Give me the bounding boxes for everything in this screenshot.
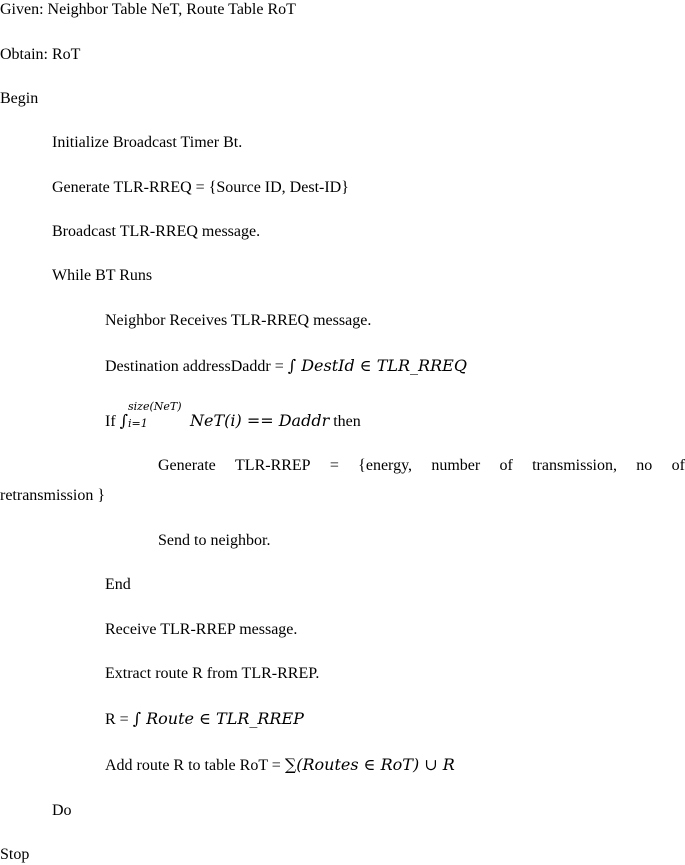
route-label: R = — [105, 711, 133, 728]
if-formula: NeT(i) == Daddr — [190, 411, 330, 430]
add-route-formula: ∑(Routes ∈ RoT) ∪ R — [284, 755, 455, 774]
rrep-word: {energy, — [358, 457, 413, 474]
rrep-word: of — [671, 457, 685, 474]
rrep-word: of — [499, 457, 513, 474]
if-integral: ∫ — [119, 411, 128, 430]
obtain-line: Obtain: RoT — [0, 46, 81, 63]
destination-label: Destination addressDaddr = — [105, 358, 288, 375]
generate-rrep-continuation: retransmission } — [0, 487, 105, 504]
given-line: Given: Neighbor Table NeT, Route Table RoT — [0, 1, 296, 18]
begin-line: Begin — [0, 90, 39, 107]
if-then: then — [329, 413, 361, 430]
end-line: End — [105, 576, 131, 593]
init-timer-line: Initialize Broadcast Timer Bt. — [52, 134, 243, 151]
broadcast-line: Broadcast TLR-RREQ message. — [52, 223, 261, 240]
if-lower-limit: i=1 — [128, 417, 148, 430]
rrep-word: number — [431, 457, 481, 474]
if-limits — [128, 400, 190, 430]
add-route-line — [105, 755, 455, 776]
destination-line — [105, 356, 467, 377]
rrep-word: Generate — [158, 457, 216, 474]
destination-formula: ∫ DestId ∈ TLR_RREQ — [287, 356, 467, 375]
rrep-word: no — [636, 457, 653, 474]
extract-route-line: Extract route R from TLR-RREP. — [105, 665, 320, 682]
if-upper-limit: size(NeT) — [128, 400, 182, 413]
do-line: Do — [52, 802, 72, 819]
rrep-word: = — [329, 457, 339, 474]
rrep-word: TLR-RREP — [235, 457, 311, 474]
receive-rrep-line: Receive TLR-RREP message. — [105, 621, 298, 638]
if-line — [105, 400, 361, 432]
generate-rreq-line: Generate TLR-RREQ = {Source ID, Dest-ID} — [52, 179, 349, 196]
send-neighbor-line: Send to neighbor. — [158, 532, 271, 549]
rrep-word: transmission, — [532, 457, 617, 474]
route-definition-line — [105, 709, 304, 730]
add-route-label: Add route R to table RoT = — [105, 757, 285, 774]
if-keyword: If — [105, 413, 120, 430]
route-formula: ∫ Route ∈ TLR_RREP — [132, 709, 304, 728]
neighbor-receives-line: Neighbor Receives TLR-RREQ message. — [105, 312, 372, 329]
while-line: While BT Runs — [52, 267, 153, 284]
generate-rrep-line — [158, 456, 685, 476]
stop-line: Stop — [0, 846, 30, 863]
